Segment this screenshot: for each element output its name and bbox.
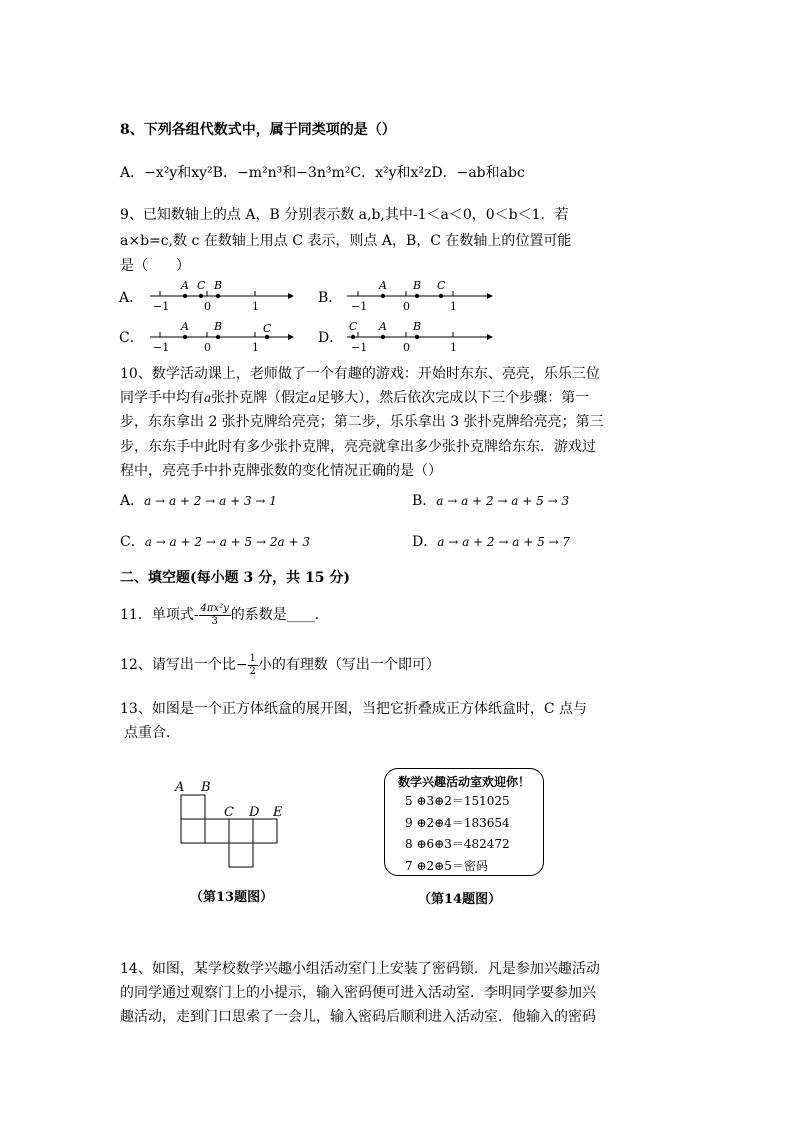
q9-number-lines (115, 276, 515, 356)
q9-opt-a-label: A． (119, 290, 144, 306)
q9-d-tick-m1: −1 (351, 341, 368, 354)
q9-opt-d-label: D． (318, 330, 344, 346)
q10-line2: 同学手中均有a张扑克牌（假定a足够大），然后依次完成以下三个步骤：第一 (120, 390, 590, 406)
q9-opt-b-label: B． (318, 290, 343, 306)
q9-a-tick-0: 0 (204, 300, 211, 313)
fig14-row: 7 ⊕2⊕5＝密码 (405, 858, 488, 873)
q9-c-pt-b: B (214, 320, 223, 333)
q10-option-a: A．a → a + 2 → a + 3 → 1 (120, 493, 277, 509)
q9-b-pt-b: B (413, 279, 422, 292)
fig13-label-b: B (201, 780, 211, 795)
q10-line5: 程中，亮亮手中扑克牌张数的变化情况正确的是（） (120, 463, 442, 479)
q10-line1: 10、数学活动课上，老师做了一个有趣的游戏：开始时东东、亮亮，乐乐三位 (120, 366, 600, 382)
q9-a-pt-a: A (181, 279, 189, 292)
fig14-door-sign (384, 768, 544, 876)
q11: 11．单项式- $\frac{\text{4πx²y}}{3}$ 的系数是____． (120, 602, 329, 627)
fig13-cube-net (170, 776, 300, 871)
q9-line3: 是（ ） (120, 258, 190, 274)
q9-a-pt-b: B (214, 279, 223, 292)
q10-option-c: C．a → a + 2 → a + 5 → 2a + 3 (120, 534, 310, 550)
q9-d-tick-0: 0 (403, 341, 410, 354)
q14-line1: 14、如图，某学校数学兴趣小组活动室门上安装了密码锁．凡是参加兴趣活动 (120, 961, 600, 977)
q9-d-pt-a: A (379, 320, 387, 333)
q9-opt-c-label: C． (119, 330, 144, 346)
q14-line3: 趣活动，走到门口思索了一会儿，输入密码后顺利进入活动室．他输入的密码 (120, 1009, 596, 1025)
fig13-label-a: A (175, 780, 185, 795)
q9-c-pt-a: A (181, 320, 189, 333)
q10-line4: 步，东东手中此时有多少张扑克牌，亮亮就拿出多少张扑克牌给东东．游戏过 (120, 439, 596, 455)
fig14-row: 5 ⊕3⊕2＝151025 (405, 794, 510, 808)
q13-line1: 13、如图是一个正方体纸盒的展开图，当把它折叠成正方体纸盒时，C 点与 (120, 701, 587, 717)
fig14-caption: （第14题图） (418, 892, 502, 907)
q9-c-tick-0: 0 (204, 341, 211, 354)
q9-c-pt-c: C (263, 322, 272, 335)
q10-option-d: D．a → a + 2 → a + 5 → 7 (412, 534, 571, 550)
q9-d-pt-c: C (349, 320, 358, 333)
q9-a-pt-c: C (197, 279, 206, 292)
q9-a-tick-1: 1 (252, 300, 259, 313)
q9-d-tick-1: 1 (450, 341, 457, 354)
q14-line2: 的同学通过观察门上的小提示，输入密码便可进入活动室．李明同学要参加兴 (120, 985, 596, 1001)
q9-d-pt-b: B (413, 320, 422, 333)
q9-b-pt-a: A (379, 279, 387, 292)
section2-heading: 二、填空题(每小题 3 分，共 15 分) (120, 570, 350, 586)
q9-b-tick-m1: −1 (351, 300, 368, 313)
fig14-row: 8 ⊕6⊕3＝482472 (405, 837, 510, 851)
fig13-label-d: D (249, 805, 260, 820)
fig13-caption: （第13题图） (190, 890, 274, 905)
q8-options: A．−x²y和xy²B．−m²n³和−3n³m²C．x²y和x²zD．−ab和abc (120, 165, 525, 181)
q9-a-tick-m1: −1 (153, 300, 170, 313)
fig14-title: 数学兴趣活动室欢迎你！ (397, 775, 530, 789)
q9-b-pt-c: C (437, 279, 446, 292)
q10-line3: 步，东东拿出 2 张扑克牌给亮亮；第二步，乐乐拿出 3 张扑克牌给亮亮；第三 (120, 414, 604, 430)
fig13-label-c: C (224, 805, 234, 820)
q9-b-tick-1: 1 (450, 300, 457, 313)
q10-option-b: B．a → a + 2 → a + 5 → 3 (412, 493, 570, 509)
fig14-row: 9 ⊕2⊕4＝183654 (405, 815, 510, 830)
q8-stem: 8、下列各组代数式中，属于同类项的是（） (120, 122, 396, 138)
q9-line1: 9、已知数轴上的点 A，B 分别表示数 a,b,其中-1＜a＜0，0＜b＜1．若 (120, 207, 569, 223)
q13-line2: 点重合． (124, 725, 180, 741)
q9-c-tick-1: 1 (252, 341, 259, 354)
fig13-label-e: E (273, 805, 283, 820)
q9-line2: a×b=c,数 c 在数轴上用点 C 表示，则点 A，B，C 在数轴上的位置可能 (120, 233, 572, 249)
q9-c-tick-m1: −1 (153, 341, 170, 354)
q9-b-tick-0: 0 (403, 300, 410, 313)
q12: 12、请写出一个比− $\frac{1}{2}$ 小的有理数（写出一个即可） (120, 652, 440, 677)
